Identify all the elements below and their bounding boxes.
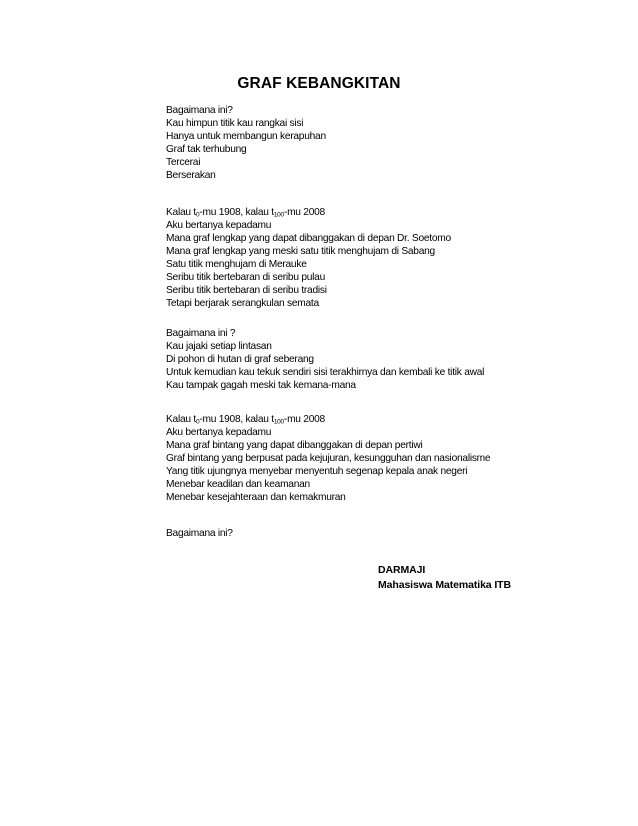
poem-line: Yang titik ujungnya menyebar menyentuh segenap kepala anak negeri [166,466,468,477]
opening-subscript-2: 100 [273,211,284,219]
opening-part3: -mu 2008 [283,414,325,425]
poem-line: Bagaimana ini? [166,105,233,116]
signature-block [378,563,511,593]
poem-line: Graf tak terhubung [166,144,247,155]
poem-line: Menebar keadilan dan keamanan [166,479,310,490]
stanza-2 [166,206,606,310]
poem-line: Aku bertanya kepadamu [166,427,272,438]
poem-line: Kau himpun titik kau rangkai sisi [166,118,304,129]
stanza-3 [166,327,606,392]
opening-part3: -mu 2008 [283,207,325,218]
opening-subscript-1: 0 [195,418,200,426]
poem-line: Hanya untuk membangun kerapuhan [166,131,326,142]
poem-line: Menebar kesejahteraan dan kemakmuran [166,492,346,503]
opening-part2: -mu 1908, kalau t [199,207,274,218]
poem-line: Aku bertanya kepadamu [166,220,272,231]
opening-part1: Kalau t [166,207,196,218]
poem-line: Satu titik menghujam di Merauke [166,259,307,270]
poem-line: Tetapi berjarak serangkulan semata [166,298,319,309]
poem-line: Seribu titik bertebaran di seribu tradisi [166,285,327,296]
poem-line: Graf bintang yang berpusat pada kejujuran, kesungguhan dan nasionalisme [166,453,491,464]
author-affiliation: Mahasiswa Matematika ITB [378,579,511,591]
poem-line: Di pohon di hutan di graf seberang [166,354,314,365]
poem-line: Mana graf lengkap yang dapat dibanggakan di depan Dr. Soetomo [166,233,451,244]
poem-title: GRAF KEBANGKITAN [237,75,401,92]
poem-line: Kau jajaki setiap lintasan [166,341,272,352]
opening-part1: Kalau t [166,414,196,425]
poem-line: Bagaimana ini ? [166,328,236,339]
poem-line: Tercerai [166,157,201,168]
author-name: DARMAJI [378,564,426,576]
poem-line: Seribu titik bertebaran di seribu pulau [166,272,326,283]
poem-line: Untuk kemudian kau tekuk sendiri sisi terakhirnya dan kembali ke titik awal [166,367,485,378]
stanza-4 [166,413,606,504]
opening-subscript-1: 0 [195,211,200,219]
stanza-1 [166,104,606,182]
poem-line: Kau tampak gagah meski tak kemana-mana [166,380,356,391]
stanza-5 [166,527,606,540]
poem-line: Mana graf bintang yang dapat dibanggakan di depan pertiwi [166,440,423,451]
opening-part2: -mu 1908, kalau t [199,414,274,425]
opening-subscript-2: 100 [273,418,284,426]
poem-line-opening [166,206,606,219]
poem-line: Bagaimana ini? [166,528,233,539]
poem-line: Mana graf lengkap yang meski satu titik menghujam di Sabang [166,246,435,257]
poem-line: Berserakan [166,170,216,181]
poem-line-opening [166,413,606,426]
